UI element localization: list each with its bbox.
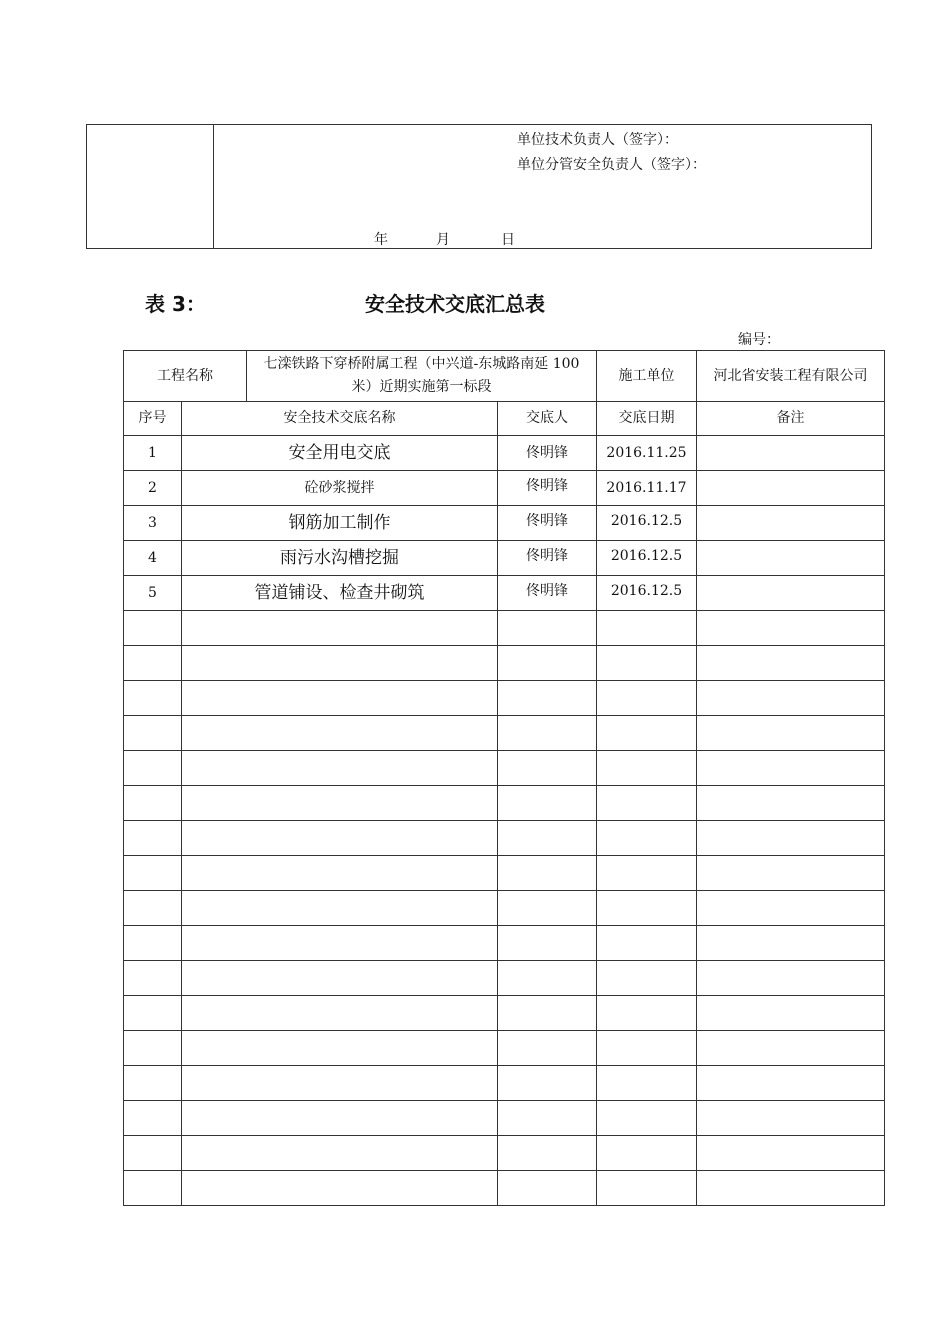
empty-cell <box>498 646 597 681</box>
empty-cell <box>182 611 498 646</box>
row-briefing-name: 管道铺设、检查井砌筑 <box>182 576 498 611</box>
empty-cell <box>597 1066 697 1101</box>
empty-cell <box>124 1101 182 1136</box>
empty-cell <box>182 996 498 1031</box>
project-info-table <box>123 350 885 402</box>
empty-cell <box>697 751 885 786</box>
empty-cell <box>697 646 885 681</box>
empty-table-row <box>124 1101 885 1136</box>
row-index: 5 <box>124 576 182 611</box>
date-day-label: 日 <box>501 232 515 248</box>
row-remark <box>697 436 885 471</box>
row-briefing-name: 砼砂浆搅拌 <box>182 471 498 506</box>
row-date: 2016.12.5 <box>597 576 697 611</box>
empty-cell <box>597 681 697 716</box>
safety-head-signature-label: 单位分管安全负责人（签字）： <box>517 157 706 173</box>
page-title: 安全技术交底汇总表 <box>365 292 545 316</box>
empty-cell <box>182 1136 498 1171</box>
empty-cell <box>697 996 885 1031</box>
empty-cell <box>597 1031 697 1066</box>
row-index: 3 <box>124 506 182 541</box>
row-date: 2016.11.25 <box>597 436 697 471</box>
empty-cell <box>498 961 597 996</box>
empty-cell <box>597 821 697 856</box>
empty-cell <box>498 1031 597 1066</box>
empty-table-row <box>124 961 885 996</box>
empty-cell <box>498 821 597 856</box>
empty-cell <box>124 1031 182 1066</box>
empty-table-row <box>124 646 885 681</box>
empty-cell <box>124 611 182 646</box>
empty-cell <box>697 821 885 856</box>
empty-cell <box>498 611 597 646</box>
empty-cell <box>697 716 885 751</box>
table-row <box>124 471 885 506</box>
empty-cell <box>697 891 885 926</box>
empty-cell <box>597 1171 697 1206</box>
row-index: 2 <box>124 471 182 506</box>
row-briefing-name: 雨污水沟槽挖掘 <box>182 541 498 576</box>
row-index: 1 <box>124 436 182 471</box>
row-remark <box>697 471 885 506</box>
row-date: 2016.11.17 <box>597 471 697 506</box>
empty-cell <box>182 1031 498 1066</box>
empty-cell <box>597 646 697 681</box>
column-header-presenter: 交底人 <box>498 402 597 436</box>
table-row <box>124 576 885 611</box>
empty-cell <box>124 996 182 1031</box>
signature-box <box>86 124 872 249</box>
empty-cell <box>597 926 697 961</box>
signature-box-divider <box>213 124 214 249</box>
empty-cell <box>182 646 498 681</box>
empty-cell <box>697 961 885 996</box>
empty-cell <box>498 891 597 926</box>
empty-cell <box>124 821 182 856</box>
empty-cell <box>597 611 697 646</box>
empty-cell <box>182 961 498 996</box>
project-name-label: 工程名称 <box>124 351 247 402</box>
empty-cell <box>498 1066 597 1101</box>
date-month-label: 月 <box>436 232 450 248</box>
empty-cell <box>697 1031 885 1066</box>
empty-cell <box>124 961 182 996</box>
empty-cell <box>697 1066 885 1101</box>
empty-cell <box>182 1171 498 1206</box>
table-number: 表 3： <box>145 292 206 316</box>
table-row <box>124 506 885 541</box>
row-briefing-name: 安全用电交底 <box>182 436 498 471</box>
empty-cell <box>124 716 182 751</box>
empty-cell <box>697 1171 885 1206</box>
empty-cell <box>597 996 697 1031</box>
empty-table-row <box>124 1136 885 1171</box>
empty-table-row <box>124 996 885 1031</box>
table-row <box>124 541 885 576</box>
row-briefing-name: 钢筋加工制作 <box>182 506 498 541</box>
empty-cell <box>124 681 182 716</box>
row-remark <box>697 576 885 611</box>
empty-cell <box>182 856 498 891</box>
empty-cell <box>498 1171 597 1206</box>
table-header-row <box>124 402 885 436</box>
empty-cell <box>697 1136 885 1171</box>
empty-table-row <box>124 1066 885 1101</box>
empty-cell <box>697 926 885 961</box>
empty-cell <box>124 751 182 786</box>
briefing-summary-table <box>123 401 885 1206</box>
empty-cell <box>697 856 885 891</box>
row-presenter: 佟明锋 <box>498 436 597 471</box>
empty-cell <box>498 996 597 1031</box>
empty-table-row <box>124 786 885 821</box>
empty-cell <box>498 856 597 891</box>
empty-cell <box>498 751 597 786</box>
row-remark <box>697 506 885 541</box>
row-date: 2016.12.5 <box>597 541 697 576</box>
empty-table-row <box>124 1031 885 1066</box>
empty-cell <box>597 716 697 751</box>
empty-cell <box>498 716 597 751</box>
table-row <box>124 436 885 471</box>
empty-cell <box>498 786 597 821</box>
row-remark <box>697 541 885 576</box>
empty-cell <box>182 1101 498 1136</box>
row-presenter: 佟明锋 <box>498 506 597 541</box>
empty-cell <box>182 821 498 856</box>
empty-cell <box>182 891 498 926</box>
empty-cell <box>697 611 885 646</box>
empty-cell <box>697 786 885 821</box>
empty-cell <box>124 646 182 681</box>
serial-number-label: 编号： <box>738 332 780 348</box>
empty-cell <box>124 856 182 891</box>
row-presenter: 佟明锋 <box>498 541 597 576</box>
row-date: 2016.12.5 <box>597 506 697 541</box>
column-header-date: 交底日期 <box>597 402 697 436</box>
empty-cell <box>182 716 498 751</box>
empty-cell <box>124 891 182 926</box>
empty-table-row <box>124 926 885 961</box>
empty-cell <box>697 1101 885 1136</box>
empty-table-row <box>124 751 885 786</box>
empty-cell <box>182 1066 498 1101</box>
column-header-remark: 备注 <box>697 402 885 436</box>
empty-cell <box>597 786 697 821</box>
empty-cell <box>124 1136 182 1171</box>
empty-cell <box>182 751 498 786</box>
empty-table-row <box>124 1171 885 1206</box>
empty-cell <box>597 961 697 996</box>
tech-head-signature-label: 单位技术负责人（签字）： <box>517 132 678 148</box>
empty-table-row <box>124 856 885 891</box>
column-header-index: 序号 <box>124 402 182 436</box>
empty-cell <box>498 681 597 716</box>
empty-cell <box>597 891 697 926</box>
empty-table-row <box>124 681 885 716</box>
empty-cell <box>182 786 498 821</box>
empty-table-row <box>124 821 885 856</box>
row-presenter: 佟明锋 <box>498 576 597 611</box>
empty-cell <box>597 856 697 891</box>
empty-cell <box>697 681 885 716</box>
empty-table-row <box>124 611 885 646</box>
empty-cell <box>182 926 498 961</box>
empty-cell <box>124 1171 182 1206</box>
empty-table-row <box>124 891 885 926</box>
row-presenter: 佟明锋 <box>498 471 597 506</box>
contractor-label: 施工单位 <box>597 351 697 402</box>
empty-cell <box>498 1136 597 1171</box>
project-name-value: 七滦铁路下穿桥附属工程（中兴道-东城路南延 100 米）近期实施第一标段 <box>247 351 597 402</box>
empty-cell <box>498 1101 597 1136</box>
empty-cell <box>597 1136 697 1171</box>
empty-cell <box>597 1101 697 1136</box>
date-year-label: 年 <box>374 232 388 248</box>
empty-table-row <box>124 716 885 751</box>
empty-cell <box>182 681 498 716</box>
empty-cell <box>124 1066 182 1101</box>
empty-cell <box>124 786 182 821</box>
empty-cell <box>597 751 697 786</box>
empty-cell <box>124 926 182 961</box>
column-header-name: 安全技术交底名称 <box>182 402 498 436</box>
row-index: 4 <box>124 541 182 576</box>
contractor-value: 河北省安装工程有限公司 <box>697 351 885 402</box>
empty-cell <box>498 926 597 961</box>
